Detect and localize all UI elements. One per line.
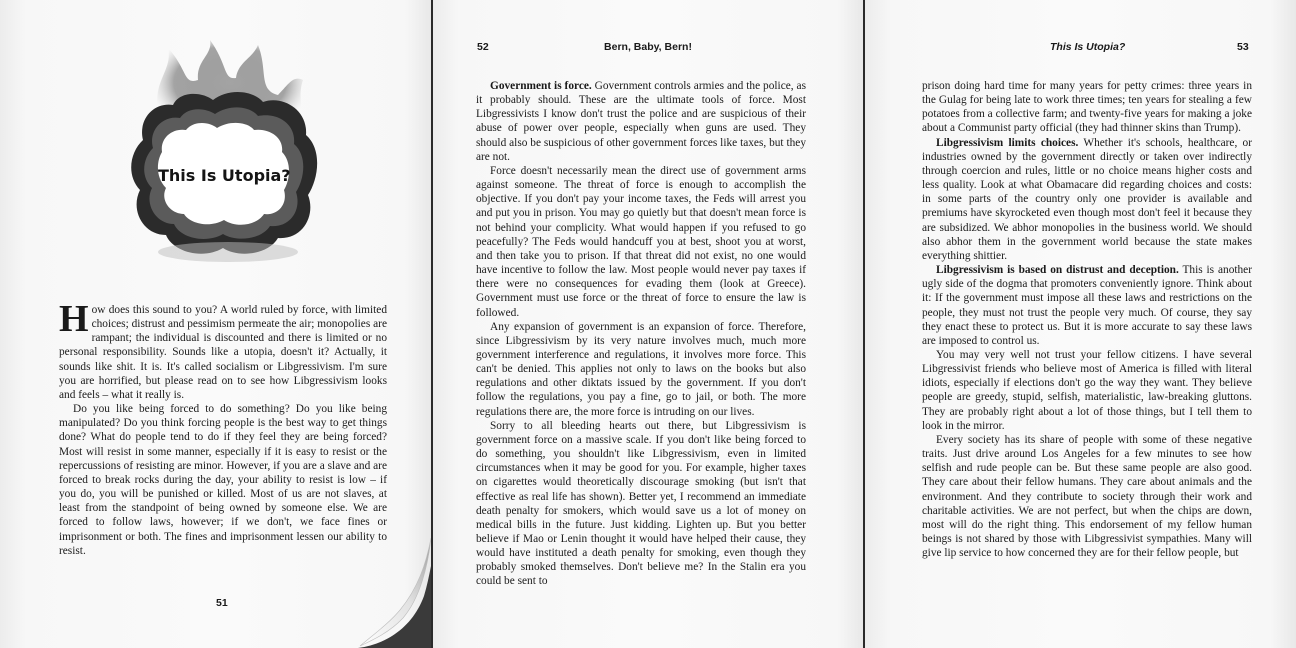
paragraph: Sorry to all bleeding hearts out there, but Libgressivism is government force on a massive scale. If you don't like being forced to do something, you shouldn't like Libgressivism, even in limited circumstances when it may be good for you. For example, higher taxes on cigarettes would theoretically discourage smoking (but isn't that effective as real life has shown). Better yet, I recommend an immediate death penalty for smokers, which would save us a lot of money on medical bills in the future. Just kidding. Lighten up. But you better believe if Mao or Lenin thought it would have helped their cause, they would have instituted a death penalty for smoking, even though they probably smoked themselves. Don't believe me? In the Stalin era you could be sent to <box>476 419 806 588</box>
page-51 <box>0 0 431 648</box>
paragraph: prison doing hard time for many years for petty crimes: three years in the Gulag for being late to work three times; ten years for stealing a few potatoes from a collective farm; and twenty-five years for making a joke about a Communist party official (they had thinner skins than Trump). <box>922 80 1252 135</box>
paragraph: Libgressivism limits choices. Whether it's schools, healthcare, or industries owned by the government directly or taken over indirectly through coercion and rules, little or no choice means higher costs and less quality. Look at what Obamacare did regarding choices and costs: in some parts of the country only one provider is available and premiums have skyrocketed even though most don't feel it because they are subsidized. We abhor monopolies in the business world. We should also abhor them in the government world because the state makes everything shittier. <box>922 136 1252 262</box>
running-head: This Is Utopia? <box>1050 41 1126 53</box>
page-52 <box>433 0 863 648</box>
running-head: Bern, Baby, Bern! <box>604 41 692 53</box>
paragraph: Any expansion of government is an expansion of force. Therefore, since Libgressivism by its very nature involves much, much more government interference and regulations, it involves more force. This can't be denied. This applies not only to laws on the books but also regulations and other diktats issued by the government. If you don't follow the regulations, you pay a fine, go to jail, or both. The more regulations there are, the more force is intruding on our lives. <box>476 320 806 418</box>
paragraph: Force doesn't necessarily mean the direct use of government arms against someone. The threat of force is enough to accomplish the objective. If you don't pay your income taxes, the Feds will arrest you and put you in prison. You may go quietly but that doesn't mean force is not behind your complicity. What would happen if you refused to go peacefully? The Feds would handcuff you at best, shoot you at worst, and then take you to prison. If that threat did not exist, no one would have incentive to follow the law. Most people would never pay taxes if there were no consequences for evading them (look at Greece). Government must use force or the threat of force to ensure the law is followed. <box>476 164 806 319</box>
paragraph: You may very well not trust your fellow citizens. I have several Libgressivist friends who believe most of America is filled with literal idiots, especially if elections don't go the way they want. They believe people are greedy, stupid, selfish, materialistic, law-breaking gluttons. They are probably right about a lot of those things, but I tell them to look in the mirror. <box>922 348 1252 432</box>
page-number: 51 <box>216 597 228 609</box>
page-51-body <box>59 298 387 558</box>
drop-cap: H <box>59 298 89 340</box>
paragraph: Government is force. Government controls armies and the police, as it probably should. These are the ultimate tools of force. Most Libgressivists I know don't trust the police and are suspicious of their abuse of power over people, especially when guns are used. They should also be suspicious of other government forces like taxes, but they are not. <box>476 80 806 163</box>
page-53 <box>865 0 1296 648</box>
paragraph: How does this sound to you? A world ruled by force, with limited choices; distrust and pessimism permeate the air; monopolies are rampant; the individual is discounted and there is limited or no personal responsibility. Sounds like a utopia, doesn't it? Actually, it sounds like shit. It is. It's called socialism or Libgressivism. I'm sure you are horrified, but please read on to see how Libgressivism looks and feels – what it really is. <box>59 298 387 401</box>
chapter-title: This Is Utopia? <box>158 166 291 185</box>
burned-paper-illustration <box>118 40 338 265</box>
page-number: 52 <box>477 41 489 53</box>
page-curl-graphic <box>358 536 431 648</box>
page-53-body <box>922 79 1252 560</box>
page-52-body <box>476 79 806 589</box>
burn-frame-graphic <box>118 40 338 265</box>
page-number: 53 <box>1237 41 1249 53</box>
paragraph: Libgressivism is based on distrust and deception. This is another ugly side of the dogma that promoters conveniently ignore. Think about it: If the government must impose all these laws and restrictions on the people, they must not trust the people very much. Of course, they say they enact these to protect us. But it is more accurate to say these laws are imposed to control us. <box>922 264 1252 347</box>
paragraph: Do you like being forced to do something? Do you like being manipulated? Do you think forcing people is the best way to get things done? What do people tend to do if they feel they are being forced? Most will resist in some manner, especially if it is easy to resist or the repercussions of resisting are minor. However, if you are a slave and are forced to break rocks during the day, your ability to resist is low – if you do, you will be punished or killed. Most of us are not slaves, at least from the standpoint of being owned by someone else. We are forced to follow laws, however; if we don't, we face fines or imprisonment or both. The fines and imprisonment lessen our ability to resist. <box>59 403 387 557</box>
paragraph: Every society has its share of people with some of these negative traits. Just drive around Los Angeles for a few minutes to see how selfish and rude people can be. But these same people are also good. They care about their fellow humans. They care about animals and the environment. And they contribute to society through their work and charitable activities. We are not perfect, but when the chips are down, most will do the right thing. This endorsement of my fellow human beings is not shared by those with Libgressivist sympathies. Many will give lip service to how concerned they are for their fellow people, but <box>922 433 1252 560</box>
